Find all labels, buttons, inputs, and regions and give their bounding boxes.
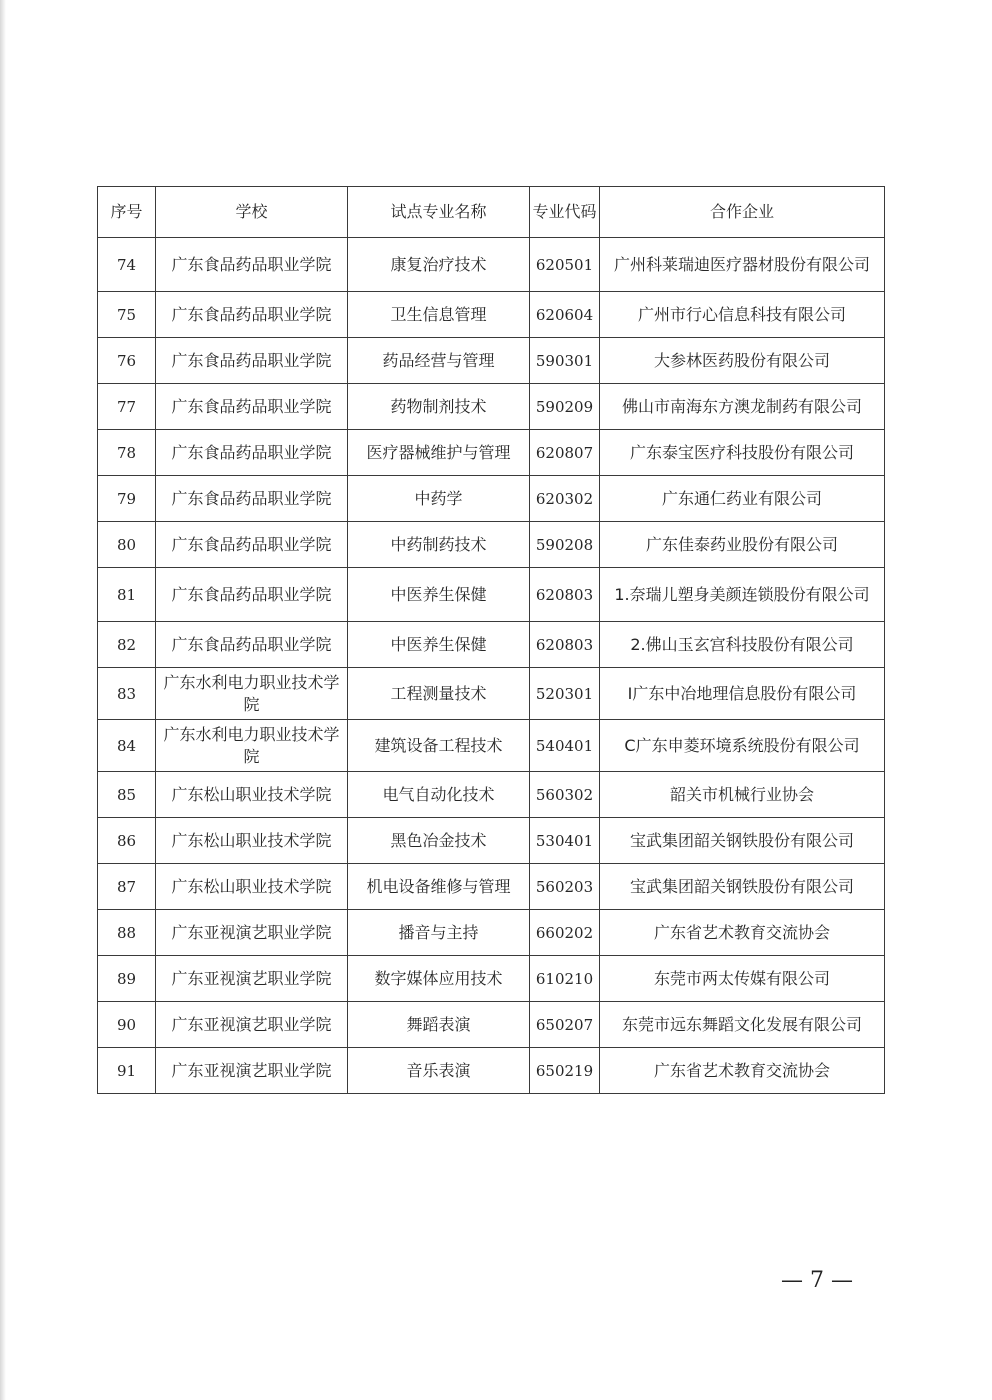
cell-school: 广东亚视演艺职业学院 <box>156 910 348 956</box>
table-row <box>98 668 885 720</box>
header-no: 序号 <box>98 187 156 238</box>
table-row <box>98 910 885 956</box>
cell-company: 广州科莱瑞迪医疗器材股份有限公司 <box>600 238 885 292</box>
cell-major: 卫生信息管理 <box>348 292 530 338</box>
cell-school: 广东食品药品职业学院 <box>156 622 348 668</box>
cell-no: 89 <box>98 956 156 1002</box>
cell-company: 广东通仁药业有限公司 <box>600 476 885 522</box>
header-major: 试点专业名称 <box>348 187 530 238</box>
table-row <box>98 818 885 864</box>
cell-major: 数字媒体应用技术 <box>348 956 530 1002</box>
cell-code: 610210 <box>530 956 600 1002</box>
cell-school: 广东食品药品职业学院 <box>156 568 348 622</box>
cell-no: 88 <box>98 910 156 956</box>
cell-company: C广东申菱环境系统股份有限公司 <box>600 720 885 772</box>
cell-code: 620501 <box>530 238 600 292</box>
cell-company: 2.佛山玉玄宫科技股份有限公司 <box>600 622 885 668</box>
cell-school: 广东亚视演艺职业学院 <box>156 1048 348 1094</box>
cell-code: 530401 <box>530 818 600 864</box>
cell-major: 药物制剂技术 <box>348 384 530 430</box>
cell-major: 播音与主持 <box>348 910 530 956</box>
cell-no: 75 <box>98 292 156 338</box>
cell-no: 86 <box>98 818 156 864</box>
table-header-row <box>98 187 885 238</box>
cell-school: 广东松山职业技术学院 <box>156 772 348 818</box>
table-row <box>98 292 885 338</box>
cell-no: 87 <box>98 864 156 910</box>
cell-major: 工程测量技术 <box>348 668 530 720</box>
cell-company: 佛山市南海东方澳龙制药有限公司 <box>600 384 885 430</box>
cell-code: 620803 <box>530 568 600 622</box>
cell-school: 广东亚视演艺职业学院 <box>156 956 348 1002</box>
cell-no: 77 <box>98 384 156 430</box>
cell-no: 74 <box>98 238 156 292</box>
cell-code: 620803 <box>530 622 600 668</box>
cell-major: 医疗器械维护与管理 <box>348 430 530 476</box>
cell-company: 宝武集团韶关钢铁股份有限公司 <box>600 864 885 910</box>
cell-major: 音乐表演 <box>348 1048 530 1094</box>
cell-no: 83 <box>98 668 156 720</box>
cooperation-table <box>97 186 885 1094</box>
cell-no: 79 <box>98 476 156 522</box>
cell-major: 黑色冶金技术 <box>348 818 530 864</box>
cell-school: 广东食品药品职业学院 <box>156 430 348 476</box>
cell-major: 建筑设备工程技术 <box>348 720 530 772</box>
cell-school: 广东松山职业技术学院 <box>156 818 348 864</box>
cell-company: 广东省艺术教育交流协会 <box>600 910 885 956</box>
table-row <box>98 522 885 568</box>
cell-major: 中医养生保健 <box>348 622 530 668</box>
cell-no: 85 <box>98 772 156 818</box>
cell-code: 560203 <box>530 864 600 910</box>
table-row <box>98 338 885 384</box>
table-body <box>98 238 885 1094</box>
cell-major: 舞蹈表演 <box>348 1002 530 1048</box>
cell-no: 78 <box>98 430 156 476</box>
table-row <box>98 430 885 476</box>
cell-company: 韶关市机械行业协会 <box>600 772 885 818</box>
cell-company: 东莞市远东舞蹈文化发展有限公司 <box>600 1002 885 1048</box>
table-row <box>98 622 885 668</box>
table-row <box>98 956 885 1002</box>
cell-no: 91 <box>98 1048 156 1094</box>
cell-code: 650207 <box>530 1002 600 1048</box>
table-row <box>98 476 885 522</box>
header-code: 专业代码 <box>530 187 600 238</box>
cell-school: 广东食品药品职业学院 <box>156 384 348 430</box>
cell-school: 广东食品药品职业学院 <box>156 238 348 292</box>
cell-major: 中药学 <box>348 476 530 522</box>
cell-code: 590209 <box>530 384 600 430</box>
cell-school: 广东食品药品职业学院 <box>156 476 348 522</box>
cell-major: 机电设备维修与管理 <box>348 864 530 910</box>
cell-code: 560302 <box>530 772 600 818</box>
cell-major: 中药制药技术 <box>348 522 530 568</box>
cell-company: 大参林医药股份有限公司 <box>600 338 885 384</box>
cell-no: 81 <box>98 568 156 622</box>
cell-no: 84 <box>98 720 156 772</box>
cell-no: 82 <box>98 622 156 668</box>
cell-code: 590208 <box>530 522 600 568</box>
cell-major: 中医养生保健 <box>348 568 530 622</box>
cell-school: 广东食品药品职业学院 <box>156 292 348 338</box>
table-row <box>98 568 885 622</box>
cell-school: 广东食品药品职业学院 <box>156 522 348 568</box>
cell-company: 宝武集团韶关钢铁股份有限公司 <box>600 818 885 864</box>
table-row <box>98 772 885 818</box>
cell-code: 590301 <box>530 338 600 384</box>
cell-school: 广东亚视演艺职业学院 <box>156 1002 348 1048</box>
cell-major: 电气自动化技术 <box>348 772 530 818</box>
header-company: 合作企业 <box>600 187 885 238</box>
cell-school: 广东水利电力职业技术学院 <box>156 668 348 720</box>
cell-code: 540401 <box>530 720 600 772</box>
cell-code: 620807 <box>530 430 600 476</box>
cell-major: 康复治疗技术 <box>348 238 530 292</box>
cell-company: 广东佳泰药业股份有限公司 <box>600 522 885 568</box>
table-row <box>98 1048 885 1094</box>
table-row <box>98 1002 885 1048</box>
cell-company: 广东泰宝医疗科技股份有限公司 <box>600 430 885 476</box>
page-number: — 7 — <box>781 1268 853 1293</box>
cell-school: 广东食品药品职业学院 <box>156 338 348 384</box>
cell-no: 76 <box>98 338 156 384</box>
cell-code: 660202 <box>530 910 600 956</box>
cell-major: 药品经营与管理 <box>348 338 530 384</box>
cell-school: 广东水利电力职业技术学院 <box>156 720 348 772</box>
header-school: 学校 <box>156 187 348 238</box>
table-row <box>98 720 885 772</box>
cell-company: I广东中冶地理信息股份有限公司 <box>600 668 885 720</box>
page-edge-shadow <box>0 0 6 1400</box>
table-row <box>98 864 885 910</box>
cell-no: 90 <box>98 1002 156 1048</box>
cell-code: 620302 <box>530 476 600 522</box>
cell-no: 80 <box>98 522 156 568</box>
cell-company: 东莞市两太传媒有限公司 <box>600 956 885 1002</box>
cell-company: 1.奈瑞儿塑身美颜连锁股份有限公司 <box>600 568 885 622</box>
cell-code: 520301 <box>530 668 600 720</box>
table-row <box>98 238 885 292</box>
cell-company: 广东省艺术教育交流协会 <box>600 1048 885 1094</box>
cell-school: 广东松山职业技术学院 <box>156 864 348 910</box>
cell-code: 620604 <box>530 292 600 338</box>
table-row <box>98 384 885 430</box>
cell-code: 650219 <box>530 1048 600 1094</box>
cell-company: 广州市行心信息科技有限公司 <box>600 292 885 338</box>
